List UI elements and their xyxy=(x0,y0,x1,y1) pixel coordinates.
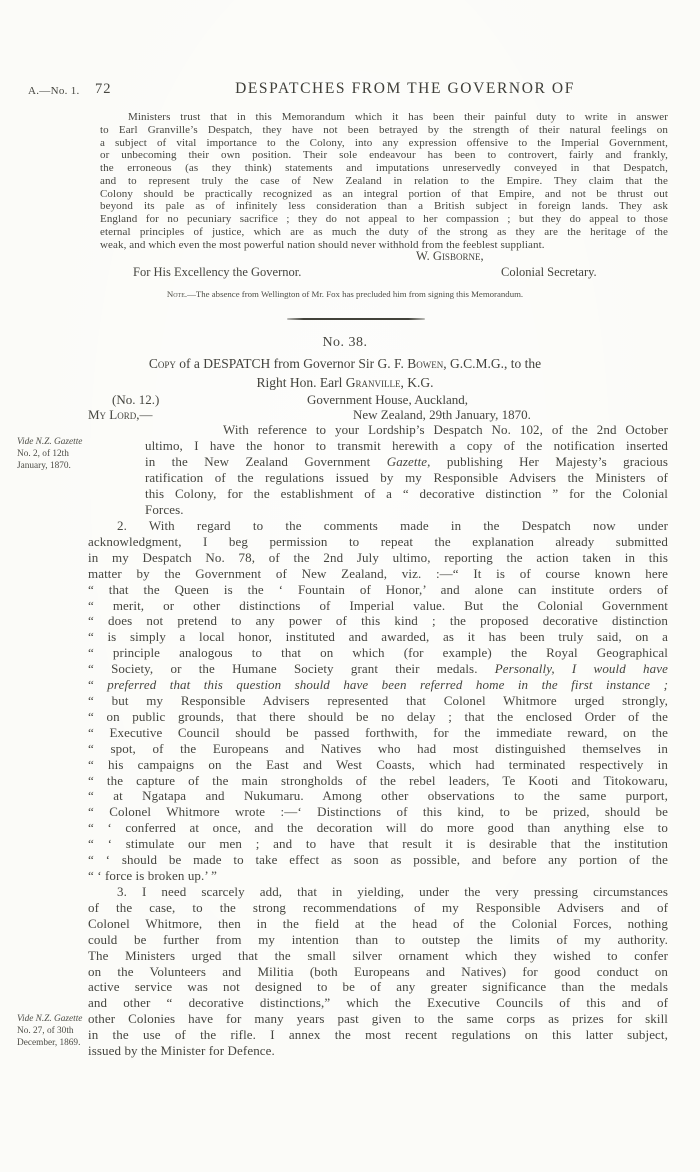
salutation xyxy=(88,407,153,423)
text-line xyxy=(88,661,668,677)
text-segment: Colonel Whitmore, then in the field at the head of the Colonial Forces, nothing xyxy=(88,915,668,931)
despatch-paragraph-2 xyxy=(88,518,668,884)
page-number: 72 xyxy=(95,81,112,97)
text-line xyxy=(88,1011,668,1027)
text-line xyxy=(88,900,668,916)
text-line xyxy=(88,629,668,645)
text-line xyxy=(88,1043,668,1059)
text-segment: Ministers trust that in this Memorandum which it has been their painful duty to write in answer xyxy=(128,111,668,123)
text-segment: of a DESPATCH from Governor Sir G. F. xyxy=(175,356,408,371)
text-line xyxy=(88,995,668,1011)
section-divider-rule xyxy=(287,318,425,320)
text-line xyxy=(100,137,668,150)
text-segment: “ spot, of the Europeans and Natives who had most distinguished themselves in xyxy=(88,740,668,756)
despatch-paragraph-3 xyxy=(88,884,668,1059)
text-segment: on the Volunteers and Militia (both Europeans and Natives) for good conduct on xyxy=(88,963,668,979)
text-segment: to Earl Granville’s Despatch, they have not been betrayed by the strength of their natural feelings on xyxy=(100,123,668,136)
despatch-heading xyxy=(70,355,620,392)
running-header-title: DESPATCHES FROM THE GOVERNOR OF xyxy=(235,80,575,97)
text-segment: “ that the Queen is the ‘ Fountain of Honor,’ and alone can institute orders of xyxy=(88,581,668,597)
text-segment: “ ‘ stimulate our men ; and to have that result it is desirable that the institution xyxy=(88,836,668,852)
text-segment: in my Despatch No. 78, of the 2nd July ultimo, reporting the action taken in this xyxy=(88,549,668,565)
signature-title: Colonial Secretary. xyxy=(501,265,597,279)
text-segment: W. G xyxy=(416,249,442,263)
text-segment: Vide N.Z. Gazette xyxy=(17,1014,83,1024)
text-segment: and to represent truly the case of New Zealand in relation to the Empire. They claim that the xyxy=(100,174,668,187)
despatch-number-heading: No. 38. xyxy=(322,335,368,350)
despatch-ref-number: (No. 12.) xyxy=(112,392,160,407)
text-line xyxy=(100,239,668,252)
text-line xyxy=(100,149,668,162)
text-segment: “ Executive Council should be passed forthwith, for the immediate reward, on the xyxy=(88,724,668,740)
text-line xyxy=(88,741,668,757)
text-segment: No. 2, of 12th xyxy=(17,448,69,459)
text-segment: Gazette xyxy=(386,453,428,469)
text-line xyxy=(88,709,668,725)
margin-note-gazette-1870 xyxy=(17,437,145,472)
text-segment: could be further from my intention than to outstep the limits of my authority. xyxy=(88,931,668,947)
signature-name xyxy=(416,249,484,264)
text-segment: ultimo, I have the honor to transmit herewith a copy of the notification inserted xyxy=(145,437,668,453)
text-segment: “ his campaigns on the East and West Coasts, which had terminated respectively in xyxy=(88,756,668,772)
text-line xyxy=(17,1038,145,1050)
text-segment: eternal principles of justice, which are as much the duty of the strong as they are the heritage of the xyxy=(100,225,668,238)
text-segment: No. 27, of 30th xyxy=(17,1025,74,1036)
text-line xyxy=(17,461,145,473)
text-segment: January, 1870. xyxy=(17,460,71,471)
text-line xyxy=(88,1027,668,1043)
text-segment: “ ‘ conferred at once, and the decoration will do more good than anything else to xyxy=(88,820,668,836)
text-line xyxy=(88,645,668,661)
text-segment: “ merit, or other distinctions of Imperial value. But the Colonial Government xyxy=(88,597,668,613)
text-segment: , G.C.M.G., to the xyxy=(443,356,542,371)
memorandum-paragraph xyxy=(100,111,668,251)
text-segment: “ but my Responsible Advisers represented that Colonel Whitmore urged strongly, xyxy=(88,692,668,708)
text-line xyxy=(70,374,620,393)
text-line xyxy=(145,438,668,454)
text-line xyxy=(88,964,668,980)
text-segment: in the New Zealand Government xyxy=(145,453,387,469)
despatch-paragraph-1 xyxy=(145,422,668,517)
text-line xyxy=(88,868,668,884)
text-segment: “ is simply a local honor, instituted and awarded, as it has been truly said, on a xyxy=(88,629,668,645)
text-line xyxy=(88,757,668,773)
text-segment: Personally, I would have xyxy=(494,661,668,677)
text-segment: “ at Ngatapa and Nukumaru. Among other observations to the same purport, xyxy=(88,788,668,804)
text-segment: of the case, to the strong recommendations of my Responsible Advisers and of xyxy=(88,899,668,915)
text-segment: the erroneous (as they think) statements and imputations unreservedly conveyed in that Despatch, xyxy=(100,162,668,174)
text-segment: acknowledgment, I beg permission to repeat the explanation already submitted xyxy=(88,533,668,549)
text-line xyxy=(88,948,668,964)
text-line xyxy=(100,200,668,213)
text-segment: .—The absence from Wellington of Mr. Fox has precluded him from signing this Memorandum. xyxy=(184,289,524,299)
text-segment: “ ‘ force is broken up.’ ” xyxy=(88,867,218,883)
text-segment: and other “ decorative distinctions,” which the Executive Councils of this and of xyxy=(88,995,668,1011)
text-segment: preferred that this question should have been referred home in the first instance ; xyxy=(107,677,668,693)
text-line xyxy=(145,486,668,502)
text-segment: Granville xyxy=(345,374,401,390)
text-segment: in the use of the rifle. I annex the most recent regulations on this latter subject, xyxy=(88,1027,668,1043)
text-line xyxy=(145,470,668,486)
text-segment: “ the capture of the main strongholds of the rebel leaders, Te Kooti and Titokowaru, xyxy=(88,772,668,788)
text-line xyxy=(88,518,668,534)
text-segment: “ ‘ should be made to take effect as soon as possible, and before any portion of the xyxy=(88,852,668,868)
text-line xyxy=(100,175,668,188)
text-line xyxy=(145,422,668,438)
text-segment: ratification of the regulations issued by my Responsible Advisers the Ministers of xyxy=(145,469,668,485)
text-line xyxy=(88,804,668,820)
text-line xyxy=(88,820,668,836)
text-line xyxy=(88,916,668,932)
text-segment: Note xyxy=(166,289,185,299)
text-segment: England for no pecuniary sacrifice ; they do not appeal to her compassion ; but they do appeal to those xyxy=(100,213,668,225)
text-line xyxy=(145,502,668,518)
text-line xyxy=(88,788,668,804)
text-line xyxy=(88,932,668,948)
text-line xyxy=(100,162,668,175)
text-segment: isborne xyxy=(441,249,481,263)
text-line xyxy=(88,693,668,709)
text-line xyxy=(145,454,668,470)
text-segment: The Ministers urged that the small silver ornament which they wished to confer xyxy=(88,947,668,963)
text-line xyxy=(88,534,668,550)
footnote xyxy=(60,289,630,299)
text-segment: or unbecoming their own position. Their sole endeavour has been to controvert, fairly and frankly, xyxy=(100,149,668,162)
text-segment: 2. With regard to the comments made in the Despatch now under xyxy=(117,518,668,533)
text-segment: With reference to your Lordship’s Despatch No. 102, of the 2nd October xyxy=(223,422,668,437)
text-line xyxy=(88,852,668,868)
text-line xyxy=(17,1026,145,1038)
text-line xyxy=(100,188,668,201)
text-segment: 3. I need scarcely add, that in yielding, under the very pressing circumstances xyxy=(117,884,668,899)
text-line xyxy=(100,213,668,226)
text-line xyxy=(100,124,668,137)
text-segment: December, 1869. xyxy=(17,1037,81,1048)
text-segment: Bowen xyxy=(407,356,444,371)
text-line xyxy=(88,677,668,693)
text-line xyxy=(88,836,668,852)
text-segment: Colony should be practically recognized as an integral portion of that Empire, and not be thrust out xyxy=(100,187,668,200)
text-line xyxy=(88,582,668,598)
text-segment: Right Hon. Earl xyxy=(256,374,346,390)
text-segment: , publishing Her Majesty’s gracious xyxy=(427,453,668,469)
text-segment: “ Colonel Whitmore wrote :—‘ Distinctions of this kind, to be prized, should be xyxy=(88,804,668,820)
text-line xyxy=(100,226,668,239)
text-segment: , K.G. xyxy=(400,374,434,390)
text-segment: “ does not pretend to any power of this kind ; the proposed decorative distinction xyxy=(88,613,668,629)
text-segment: this Colony, for the establishment of a “ decorative distinction ” for the Colonial xyxy=(145,485,668,501)
text-segment: Vide N.Z. Gazette xyxy=(17,437,83,447)
text-segment: issued by the Minister for Defence. xyxy=(88,1043,275,1059)
text-segment: active service was not designed to be of any greater significance than the medals xyxy=(88,979,668,995)
text-segment: , xyxy=(480,249,484,263)
text-line xyxy=(88,884,668,900)
dateline-date: New Zealand, 29th January, 1870. xyxy=(353,407,531,422)
margin-note-gazette-1869 xyxy=(17,1014,145,1049)
text-line xyxy=(17,1014,145,1026)
text-segment: weak, and which even the most powerful nation should never withhold from the feeblest suppliant. xyxy=(100,238,545,251)
dateline-place: Government House, Auckland, xyxy=(307,392,469,407)
text-segment: “ on public grounds, that there should be no delay ; that the enclosed Order of the xyxy=(88,708,668,724)
text-line xyxy=(88,725,668,741)
text-segment: matter by the Government of New Zealand, viz. :—“ It is of course known here xyxy=(88,565,668,581)
text-segment: “ Society, or the Humane Society grant their medals. xyxy=(88,661,495,677)
text-segment: “ xyxy=(88,677,108,693)
text-line xyxy=(88,613,668,629)
text-segment: Forces. xyxy=(145,501,184,517)
text-segment: ,— xyxy=(136,407,153,422)
text-line xyxy=(100,111,668,124)
valediction: For His Excellency the Governor. xyxy=(133,265,302,279)
text-line xyxy=(88,598,668,614)
text-segment: “ principle analogous to that on which (for example) the Royal Geographical xyxy=(88,645,668,661)
edition-number: A.—No. 1. xyxy=(28,85,80,97)
text-segment: Copy xyxy=(148,356,176,371)
text-segment: other Colonies have for many years past given to the same corps as prizes for skill xyxy=(88,1011,668,1027)
text-segment: My Lord xyxy=(88,407,137,422)
text-segment: a subject of vital importance to the Colony, into any expression offensive to the Imperial Government, xyxy=(100,136,668,149)
text-line xyxy=(70,355,620,374)
text-line xyxy=(88,566,668,582)
text-line xyxy=(17,437,145,449)
text-line xyxy=(17,449,145,461)
text-line xyxy=(88,773,668,789)
text-segment: beyond its pale as of infinitely less consideration than a British subject in foreign lands. They ask xyxy=(100,200,668,213)
text-line xyxy=(88,550,668,566)
text-line xyxy=(88,979,668,995)
